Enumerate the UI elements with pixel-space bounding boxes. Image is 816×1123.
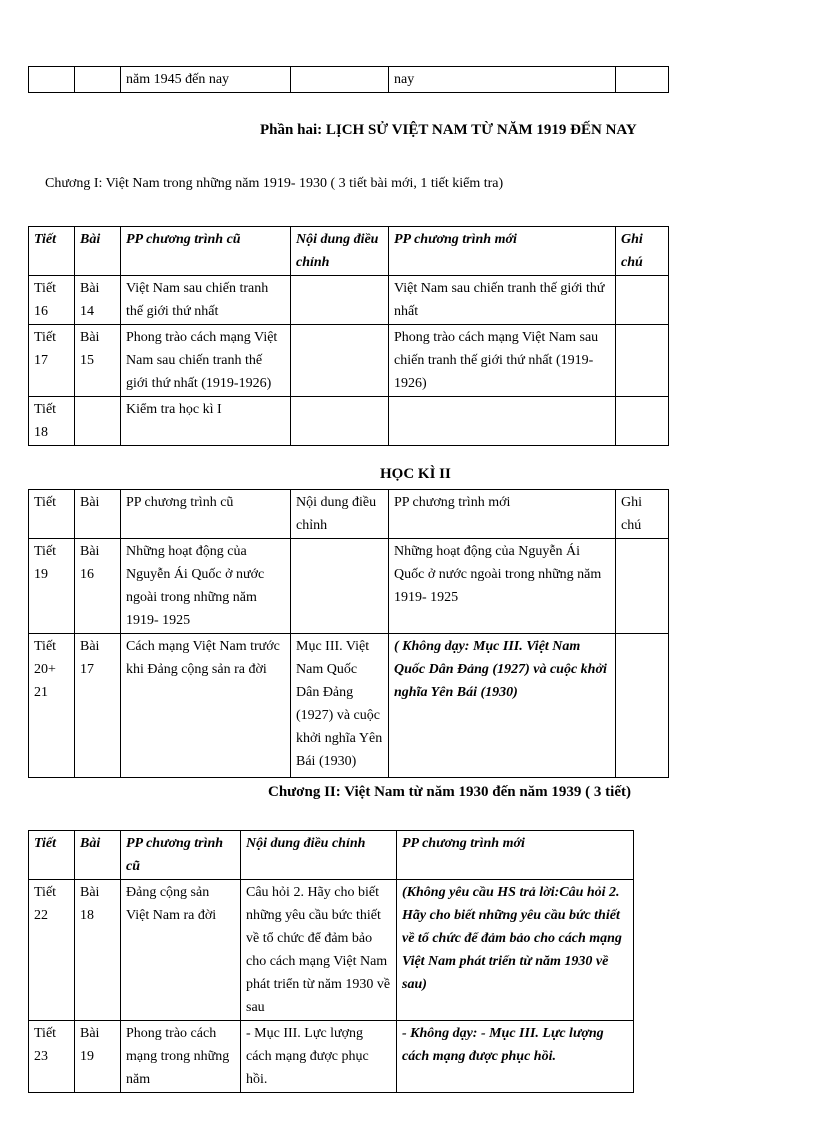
cell-cu: Phong trào cách mạng Việt Nam sau chiến tranh thế giới thứ nhất (1919-1926) — [121, 325, 291, 397]
cell-moi: Những hoạt động của Nguyễn Ái Quốc ở nước ngoài trong những năm 1919- 1925 — [389, 539, 616, 634]
cell-dc — [291, 276, 389, 325]
cell-cu: Những hoạt động của Nguyễn Ái Quốc ở nước ngoài trong những năm 1919- 1925 — [121, 539, 291, 634]
cell-bai: Bài 16 — [75, 539, 121, 634]
part-title: Phần hai: LỊCH SỬ VIỆT NAM TỪ NĂM 1919 ĐẾN NAY — [260, 122, 637, 138]
cell-tiet: Tiết 23 — [29, 1021, 75, 1093]
cell-cu: Kiểm tra học kì I — [121, 397, 291, 446]
cell-moi: Việt Nam sau chiến tranh thế giới thứ nhất — [389, 276, 616, 325]
header-tiet: Tiết — [29, 227, 75, 276]
table-row — [29, 539, 669, 634]
cell-bai — [75, 397, 121, 446]
header-moi: PP chương trình mới — [397, 831, 634, 880]
table-chapter2 — [28, 830, 634, 1093]
cell: nay — [389, 67, 616, 93]
cell-gc — [616, 397, 669, 446]
header-ghi-chu: Ghi chú — [616, 490, 669, 539]
cell — [291, 67, 389, 93]
cell-tiet: Tiết 19 — [29, 539, 75, 634]
cell-gc — [616, 325, 669, 397]
chapter2-title: Chương II: Việt Nam từ năm 1930 đến năm 1939 ( 3 tiết) — [268, 784, 631, 800]
table-row — [29, 1021, 634, 1093]
cell-cu: Việt Nam sau chiến tranh thế giới thứ nhất — [121, 276, 291, 325]
cell-tiet: Tiết 16 — [29, 276, 75, 325]
table-row — [29, 325, 669, 397]
cell-moi: (Không yêu cầu HS trả lời:Câu hỏi 2. Hãy cho biết những yêu cầu bức thiết về tổ chức để đảm bảo cho cách mạng Việt Nam phát triển từ năm 1930 về sau) — [397, 880, 634, 1021]
header-dieu-chinh: Nội dung điều chỉnh — [291, 227, 389, 276]
table-semester2 — [28, 489, 669, 778]
header-dieu-chinh: Nội dung điều chỉnh — [241, 831, 397, 880]
table-chapter1 — [28, 226, 669, 446]
header-cu: PP chương trình cũ — [121, 490, 291, 539]
header-cu: PP chương trình cũ — [121, 227, 291, 276]
table-row — [29, 397, 669, 446]
header-tiet: Tiết — [29, 831, 75, 880]
cell-dc — [291, 539, 389, 634]
cell-bai: Bài 17 — [75, 634, 121, 778]
header-dieu-chinh: Nội dung điều chỉnh — [291, 490, 389, 539]
cell-bai: Bài 14 — [75, 276, 121, 325]
cell-tiet: Tiết 22 — [29, 880, 75, 1021]
table-header-row — [29, 490, 669, 539]
header-bai: Bài — [75, 227, 121, 276]
table-header-row — [29, 831, 634, 880]
header-bai: Bài — [75, 831, 121, 880]
cell-cu: Cách mạng Việt Nam trước khi Đảng cộng sản ra đời — [121, 634, 291, 778]
semester2-title: HỌC KÌ II — [380, 466, 451, 482]
cell — [29, 67, 75, 93]
cell-dc: Câu hỏi 2. Hãy cho biết những yêu cầu bức thiết về tổ chức để đảm bảo cho cách mạng Việt Nam phát triển từ năm 1930 về sau — [241, 880, 397, 1021]
header-tiet: Tiết — [29, 490, 75, 539]
table-header-row — [29, 227, 669, 276]
cell-tiet: Tiết 20+ 21 — [29, 634, 75, 778]
chapter1-title: Chương I: Việt Nam trong những năm 1919- 1930 ( 3 tiết bài mới, 1 tiết kiểm tra) — [45, 176, 504, 191]
cell-gc — [616, 276, 669, 325]
cell — [75, 67, 121, 93]
cell-cu: Phong trào cách mạng trong những năm — [121, 1021, 241, 1093]
cell-dc — [291, 325, 389, 397]
header-moi: PP chương trình mới — [389, 227, 616, 276]
cell-bai: Bài 19 — [75, 1021, 121, 1093]
cell — [616, 67, 669, 93]
table-row — [29, 634, 669, 778]
cell-dc — [291, 397, 389, 446]
cell-bai: Bài 18 — [75, 880, 121, 1021]
header-ghi-chu: Ghi chú — [616, 227, 669, 276]
header-bai: Bài — [75, 490, 121, 539]
cell-moi: ( Không dạy: Mục III. Việt Nam Quốc Dân Đảng (1927) và cuộc khởi nghĩa Yên Bái (1930) — [389, 634, 616, 778]
cell-cu: Đảng cộng sản Việt Nam ra đời — [121, 880, 241, 1021]
cell-bai: Bài 15 — [75, 325, 121, 397]
cell: năm 1945 đến nay — [121, 67, 291, 93]
cell-dc: Mục III. Việt Nam Quốc Dân Đảng (1927) và cuộc khởi nghĩa Yên Bái (1930) — [291, 634, 389, 778]
cell-gc — [616, 634, 669, 778]
header-moi: PP chương trình mới — [389, 490, 616, 539]
cell-tiet: Tiết 17 — [29, 325, 75, 397]
cell-moi: - Không dạy: - Mục III. Lực lượng cách mạng được phục hồi. — [397, 1021, 634, 1093]
table-row — [29, 67, 669, 93]
cell-dc: - Mục III. Lực lượng cách mạng được phục hồi. — [241, 1021, 397, 1093]
header-cu: PP chương trình cũ — [121, 831, 241, 880]
cell-tiet: Tiết 18 — [29, 397, 75, 446]
table-row — [29, 276, 669, 325]
top-partial-table — [28, 66, 669, 93]
cell-gc — [616, 539, 669, 634]
cell-moi: Phong trào cách mạng Việt Nam sau chiến tranh thế giới thứ nhất (1919-1926) — [389, 325, 616, 397]
table-row — [29, 880, 634, 1021]
cell-moi — [389, 397, 616, 446]
